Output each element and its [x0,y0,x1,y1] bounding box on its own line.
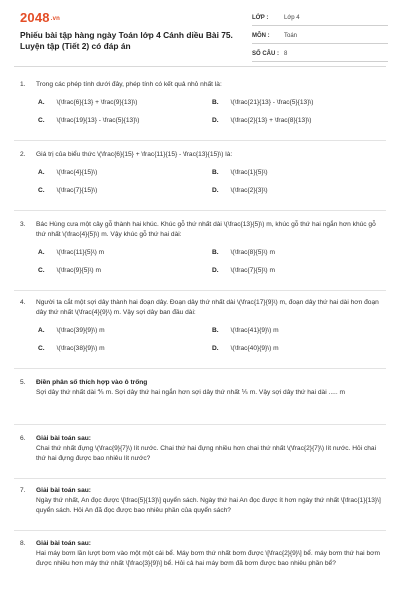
options [36,168,386,204]
question-number: 8. [20,540,26,547]
option-text: \(\frac{1}{5}\) [230,169,268,176]
option-letter: C. [38,267,45,274]
option-letter: B. [212,327,219,334]
separator [14,368,386,369]
option-c[interactable] [38,116,139,126]
option-b[interactable] [212,248,275,258]
question-text: Ngày thứ nhất, An đọc được \[\frac{5}{13}\] quyển sách. Ngày thứ hai An đọc được ít hơn ngày thứ nhất \[\frac{1}{13}\] quyển sách. Hỏi An đã đọc được bao nhiêu phần của quyển sách? [36,497,381,514]
question-6 [20,434,386,464]
meta-value: Toán [284,33,298,39]
option-letter: D. [212,117,219,124]
question-number: 5. [20,379,26,386]
meta-row-class [252,12,388,26]
option-a[interactable] [38,168,97,178]
option-letter: B. [212,99,219,106]
option-a[interactable] [38,98,137,108]
separator [14,140,386,141]
question-4 [20,298,386,362]
option-letter: D. [212,187,219,194]
option-text: \(\frac{6}{13} + \frac{9}{13}\) [56,99,138,106]
separator [14,530,386,531]
question-7 [20,486,386,516]
option-text: \(\frac{19}{13} - \frac{5}{13}\) [56,117,140,124]
option-text: \(\frac{21}{13} - \frac{5}{13}\) [230,99,314,106]
separator [14,290,386,291]
option-text: \(\frac{2}{13} + \frac{8}{13}\) [230,117,312,124]
site-logo[interactable] [20,10,60,25]
question-number: 4. [20,299,26,306]
option-c[interactable] [38,186,97,196]
question-heading: Giải bài toán sau: [36,540,91,547]
option-text: \(\frac{8}{5}\) m [230,249,275,256]
header-divider [14,66,386,67]
question-heading: Giải bài toán sau: [36,435,91,442]
question-text: Người ta cắt một sợi dây thành hai đoạn dây. Đoạn dây thứ nhất dài \(\frac{17}{9}\) m, đoạn dây thứ hai dài hơn đoạn dây thứ nhất \(\frac{4}{9}\) m. Vậy sợi dây ban đầu dài: [36,299,379,316]
logo-suffix: .vn [50,15,61,22]
option-a[interactable] [38,248,104,258]
option-letter: A. [38,169,45,176]
question-number: 2. [20,151,26,158]
option-letter: D. [212,267,219,274]
meta-row-count [252,48,388,62]
separator [14,210,386,211]
option-c[interactable] [38,266,101,276]
option-letter: A. [38,99,45,106]
options [36,248,386,284]
question-text: Giá trị của biểu thức \(\frac{6}{15} + \frac{11}{15} - \frac{13}{15}\) là: [36,151,233,158]
option-b[interactable] [212,98,313,108]
option-text: \(\frac{4}{15}\) [56,169,98,176]
option-c[interactable] [38,344,105,354]
meta-row-subject [252,30,388,44]
meta-label: MÔN : [252,33,270,39]
separator [14,424,386,425]
meta-value: 8 [284,51,288,57]
option-b[interactable] [212,326,279,336]
meta-label: SỐ CÂU : [252,51,279,57]
question-5 [20,378,386,398]
option-text: \(\frac{38}{9}\) m [56,345,105,352]
options [36,98,386,134]
option-letter: B. [212,249,219,256]
question-3 [20,220,386,284]
options [36,326,386,362]
option-text: \(\frac{39}{9}\) m [56,327,105,334]
option-letter: D. [212,345,219,352]
option-d[interactable] [212,116,311,126]
option-d[interactable] [212,266,275,276]
meta-label: LỚP : [252,15,269,21]
option-text: \(\frac{9}{5}\) m [56,267,101,274]
question-8 [20,539,386,569]
option-letter: B. [212,169,219,176]
option-a[interactable] [38,326,105,336]
option-letter: C. [38,187,45,194]
option-text: \(\frac{41}{9}\) m [230,327,279,334]
option-letter: A. [38,327,45,334]
question-heading: Giải bài toán sau: [36,487,91,494]
option-text: \(\frac{7}{15}\) [56,187,98,194]
option-text: \(\frac{40}{9}\) m [230,345,279,352]
separator [14,478,386,479]
option-text: \(\frac{7}{5}\) m [230,267,275,274]
question-heading: Điền phân số thích hợp vào ô trống [36,379,148,386]
page-title: Phiếu bài tập hàng ngày Toán lớp 4 Cánh diều Bài 75. Luyện tập (Tiết 2) có đáp án [20,30,233,51]
header [0,0,400,62]
question-text: Sợi dây thứ nhất dài ⅘ m. Sợi dây thứ hai ngắn hơn sợi dây thứ nhất ⅕ m. Vậy sợi dây thứ hai dài ..... m [36,389,345,396]
meta-box [252,12,388,66]
question-2 [20,150,386,204]
question-text: Trong các phép tính dưới đây, phép tính có kết quả nhỏ nhất là: [36,81,222,88]
question-number: 6. [20,435,26,442]
option-d[interactable] [212,344,279,354]
logo-text: 2048 [20,10,50,25]
question-text: Chai thứ nhất đựng \(\frac{9}{7}\) lít nước. Chai thứ hai đựng nhiều hơn chai thứ nhất \(\frac{2}{7}\) lít nước. Hỏi chai thứ hai đựng được bao nhiêu lít nước? [36,445,377,462]
option-text: \(\frac{11}{5}\) m [56,249,105,256]
question-number: 1. [20,81,26,88]
meta-value: Lớp 4 [284,15,300,21]
question-1 [20,80,386,134]
option-d[interactable] [212,186,268,196]
option-b[interactable] [212,168,268,178]
option-letter: A. [38,249,45,256]
option-text: \(\frac{2}{3}\) [230,187,268,194]
question-number: 7. [20,487,26,494]
option-letter: C. [38,345,45,352]
question-text: Hai máy bơm lần lượt bơm vào một một cái bể. Máy bơm thứ nhất bơm được \[\frac{2}{9}\] bể. máy bơm thứ hai bơm được nhiều hơn máy thứ nhất \[\frac{3}{9}\] bể. Hỏi cả hai máy bơm đã bơm được bao nhiêu phần bể? [36,550,380,567]
question-text: Bác Hùng cưa một cây gỗ thành hai khúc. Khúc gỗ thứ nhất dài \(\frac{13}{5}\) m, khúc gỗ thứ hai ngắn hơn khúc gỗ thứ nhất \(\frac{4}{5}\) m. Vậy khúc gỗ thứ hai dài: [36,221,376,238]
question-number: 3. [20,221,26,228]
option-letter: C. [38,117,45,124]
